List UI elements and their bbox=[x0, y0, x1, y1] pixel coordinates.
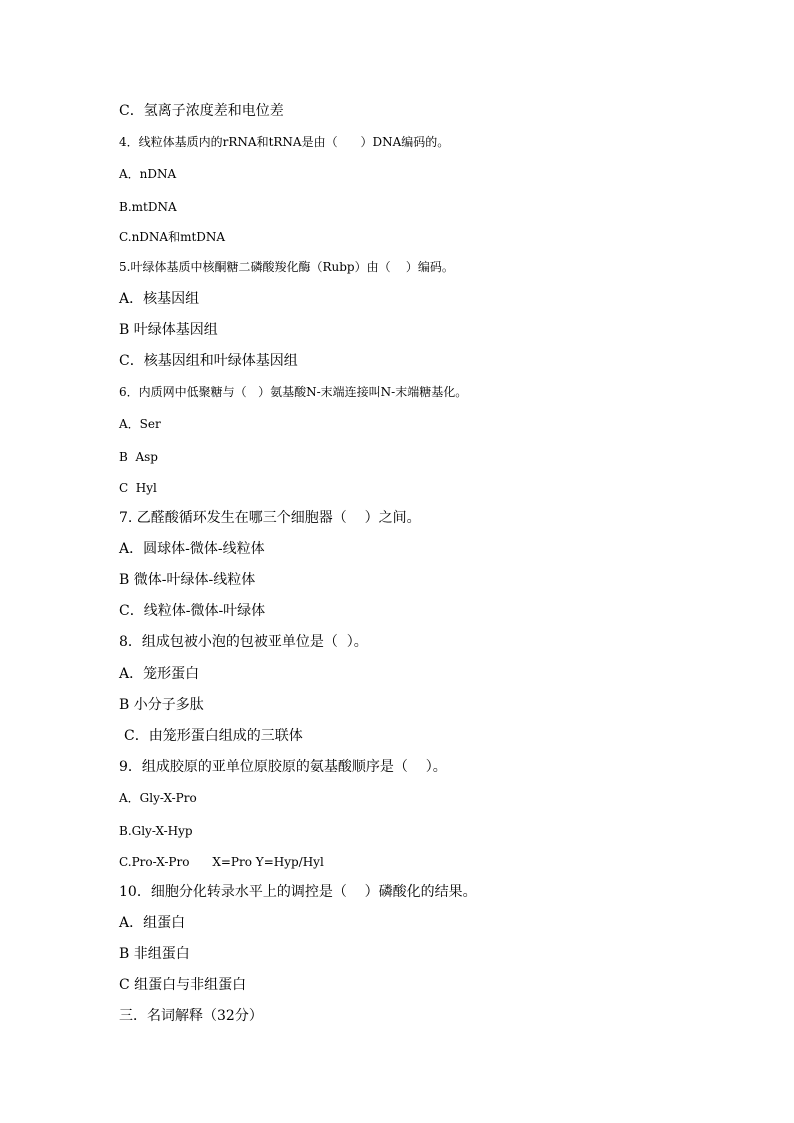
option-10b: B 非组蛋白 bbox=[119, 946, 190, 962]
option-8c: C．由笼形蛋白组成的三联体 bbox=[124, 728, 303, 744]
option-4a: A．nDNA bbox=[119, 167, 177, 181]
option-3c: C．氢离子浓度差和电位差 bbox=[119, 103, 284, 119]
question-4: 4．线粒体基质内的rRNA和tRNA是由（ ）DNA编码的。 bbox=[119, 135, 450, 149]
section-heading-3: 三．名词解释（32分） bbox=[119, 1008, 263, 1024]
option-10c: C 组蛋白与非组蛋白 bbox=[119, 977, 247, 993]
option-8a: A．笼形蛋白 bbox=[119, 666, 200, 682]
option-5a: A．核基因组 bbox=[119, 291, 200, 307]
question-8: 8．组成包被小泡的包被亚单位是（ ）。 bbox=[119, 634, 368, 650]
option-5c: C．核基因组和叶绿体基因组 bbox=[119, 353, 298, 369]
option-10a: A．组蛋白 bbox=[119, 915, 186, 931]
question-7: 7. 乙醛酸循环发生在哪三个细胞器（ ）之间。 bbox=[119, 510, 421, 526]
option-6a: A．Ser bbox=[119, 417, 161, 431]
option-4b: B.mtDNA bbox=[119, 200, 177, 214]
question-9: 9．组成胶原的亚单位原胶原的氨基酸顺序是（ ）。 bbox=[119, 759, 447, 775]
option-9a: A．Gly-X-Pro bbox=[119, 791, 197, 805]
option-7a: A．圆球体-微体-线粒体 bbox=[119, 541, 265, 557]
option-6b: B Asp bbox=[119, 450, 158, 464]
option-9b: B.Gly-X-Hyp bbox=[119, 824, 193, 838]
option-7b: B 微体-叶绿体-线粒体 bbox=[119, 572, 256, 588]
question-5: 5.叶绿体基质中核酮糖二磷酸羧化酶（Rubp）由（ ）编码。 bbox=[119, 260, 454, 274]
option-6c: C Hyl bbox=[119, 481, 157, 495]
option-5b: B 叶绿体基因组 bbox=[119, 322, 218, 338]
question-6: 6．内质网中低聚糖与（ ）氨基酸N-末端连接叫N-末端糖基化。 bbox=[119, 385, 468, 399]
option-4c: C.nDNA和mtDNA bbox=[119, 230, 226, 244]
option-9c: C.Pro-X-Pro X=Pro Y=Hyp/Hyl bbox=[119, 855, 324, 869]
option-7c: C．线粒体-微体-叶绿体 bbox=[119, 603, 266, 619]
option-8b: B 小分子多肽 bbox=[119, 697, 204, 713]
question-10: 10．细胞分化转录水平上的调控是（ ）磷酸化的结果。 bbox=[119, 884, 477, 900]
